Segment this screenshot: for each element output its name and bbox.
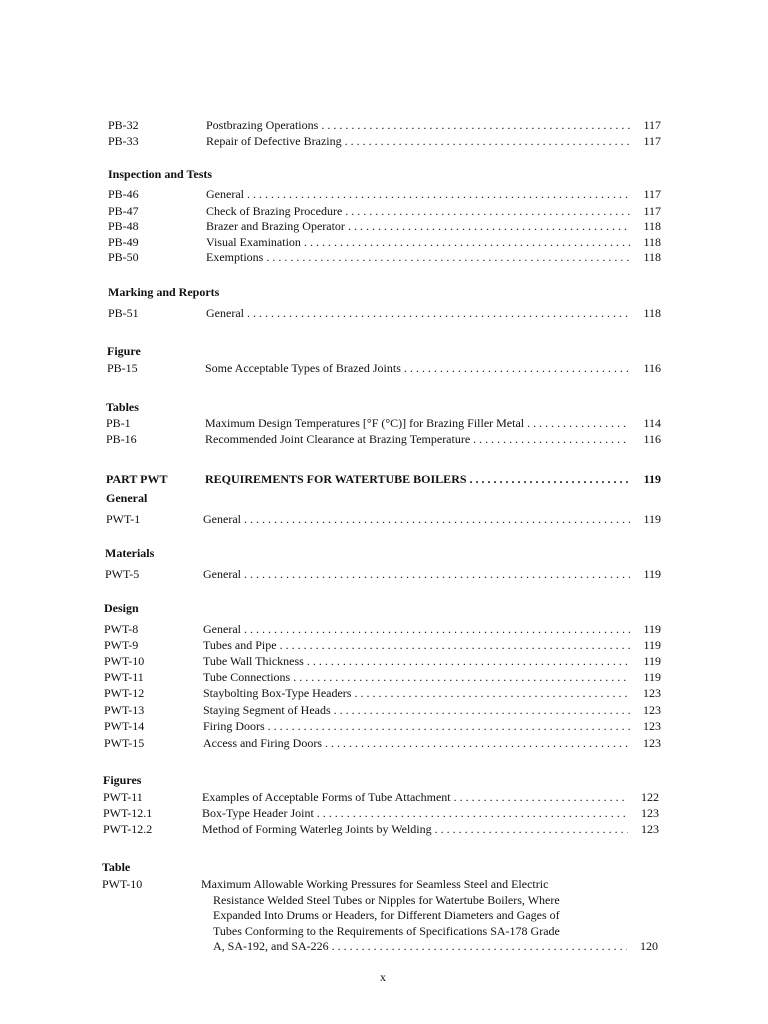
section-title: Visual Examination . . . [206, 235, 630, 250]
section-title: Method of Forming Waterleg Joints by Welding . . . [202, 822, 628, 837]
page-number: 118 [643, 306, 661, 320]
section-title: Staying Segment of Heads . . . [203, 703, 630, 718]
section-title: Postbrazing Operations . . . [206, 118, 630, 133]
section-title: Box-Type Header Joint . . . [202, 806, 628, 821]
section-code: PB-48 [108, 219, 139, 233]
section-code: PB-46 [108, 187, 139, 201]
section-code: PWT-15 [104, 736, 145, 750]
section-code: PB-15 [107, 361, 138, 375]
section-code: PB-16 [106, 432, 137, 446]
page-number: 123 [641, 822, 659, 836]
table-title-line: Maximum Allowable Working Pressures for Seamless Steel and Electric [201, 877, 549, 891]
section-code: PWT-11 [104, 670, 144, 684]
section-title: Brazer and Brazing Operator . . . [206, 219, 630, 234]
section-code: PB-51 [108, 306, 139, 320]
section-heading: Design [104, 601, 139, 615]
page-number: 119 [643, 512, 661, 526]
section-heading: Tables [106, 400, 139, 414]
section-title: Check of Brazing Procedure . . . [206, 204, 630, 219]
section-title: Access and Firing Doors . . . [203, 736, 630, 751]
page-number: 123 [643, 686, 661, 700]
section-title: Repair of Defective Brazing . . . [206, 134, 630, 149]
section-code: PB-50 [108, 250, 139, 264]
section-title: Examples of Acceptable Forms of Tube Attachment . . . [202, 790, 628, 805]
page-number: 122 [641, 790, 659, 804]
section-title: Tube Wall Thickness . . . [203, 654, 630, 669]
section-title: Exemptions . . . [206, 250, 630, 265]
section-code: PWT-13 [104, 703, 145, 717]
section-heading: Materials [105, 546, 155, 560]
part-code: PART PWT [106, 472, 168, 486]
section-title: Firing Doors . . . [203, 719, 630, 734]
table-title-line: Resistance Welded Steel Tubes or Nipples for Watertube Boilers, Where [213, 892, 560, 907]
page-number: 119 [643, 654, 661, 668]
section-code: PWT-12 [104, 686, 145, 700]
section-heading: Table [102, 860, 131, 874]
section-title: General . . . [203, 622, 630, 637]
section-heading: Marking and Reports [108, 285, 220, 299]
page-number: 117 [643, 187, 661, 201]
section-title: General . . . [206, 187, 630, 202]
section-code: PWT-11 [103, 790, 143, 804]
section-title: General . . . [203, 512, 630, 527]
page-number: 123 [641, 806, 659, 820]
section-heading: General [106, 491, 148, 505]
section-heading: Figures [103, 773, 142, 787]
part-title: REQUIREMENTS FOR WATERTUBE BOILERS . . . [205, 472, 630, 487]
table-title [201, 877, 627, 955]
page-number: 117 [643, 204, 661, 218]
section-title: Tube Connections . . . [203, 670, 630, 685]
section-code: PWT-9 [104, 638, 139, 652]
section-code: PWT-10 [102, 877, 143, 891]
table-title-line: A, SA-192, and SA-226 . . . [201, 939, 627, 955]
page-number: 123 [643, 719, 661, 733]
page-number: 119 [643, 670, 661, 684]
page-number: 117 [643, 118, 661, 132]
section-code: PWT-12.1 [103, 806, 153, 820]
page-number: 119 [643, 638, 661, 652]
page-number: 117 [643, 134, 661, 148]
section-code: PB-47 [108, 204, 139, 218]
section-code: PWT-10 [104, 654, 145, 668]
section-heading: Figure [107, 344, 141, 358]
section-title: Recommended Joint Clearance at Brazing Temperature . . . [205, 432, 630, 447]
page-number: 116 [643, 361, 661, 375]
section-heading: Inspection and Tests [108, 167, 213, 181]
section-code: PWT-14 [104, 719, 145, 733]
section-title: Staybolting Box-Type Headers . . . [203, 686, 630, 701]
page-number: 120 [640, 939, 658, 953]
page-number: 123 [643, 736, 661, 750]
section-code: PB-1 [106, 416, 131, 430]
page-number: 123 [643, 703, 661, 717]
section-code: PWT-1 [106, 512, 141, 526]
page-folio: x [380, 970, 386, 984]
section-code: PB-32 [108, 118, 139, 132]
section-code: PB-33 [108, 134, 139, 148]
page-number: 118 [643, 235, 661, 249]
page-number: 116 [643, 432, 661, 446]
section-code: PWT-12.2 [103, 822, 153, 836]
page-number: 119 [643, 472, 661, 486]
section-code: PWT-5 [105, 567, 140, 581]
page-number: 118 [643, 250, 661, 264]
table-title-line: Expanded Into Drums or Headers, for Different Diameters and Gages of [213, 908, 560, 922]
section-code: PB-49 [108, 235, 139, 249]
section-title: General . . . [203, 567, 630, 582]
section-title: Some Acceptable Types of Brazed Joints . . . [205, 361, 630, 376]
page-number: 119 [643, 567, 661, 581]
page-number: 114 [643, 416, 661, 430]
table-title-line: Tubes Conforming to the Requirements of Specifications SA-178 Grade [213, 923, 560, 938]
section-title: Maximum Design Temperatures [°F (°C)] for Brazing Filler Metal . . . [205, 416, 630, 431]
section-title: General . . . [206, 306, 630, 321]
section-title: Tubes and Pipe . . . [203, 638, 630, 653]
page-number: 118 [643, 219, 661, 233]
page-number: 119 [643, 622, 661, 636]
section-code: PWT-8 [104, 622, 139, 636]
